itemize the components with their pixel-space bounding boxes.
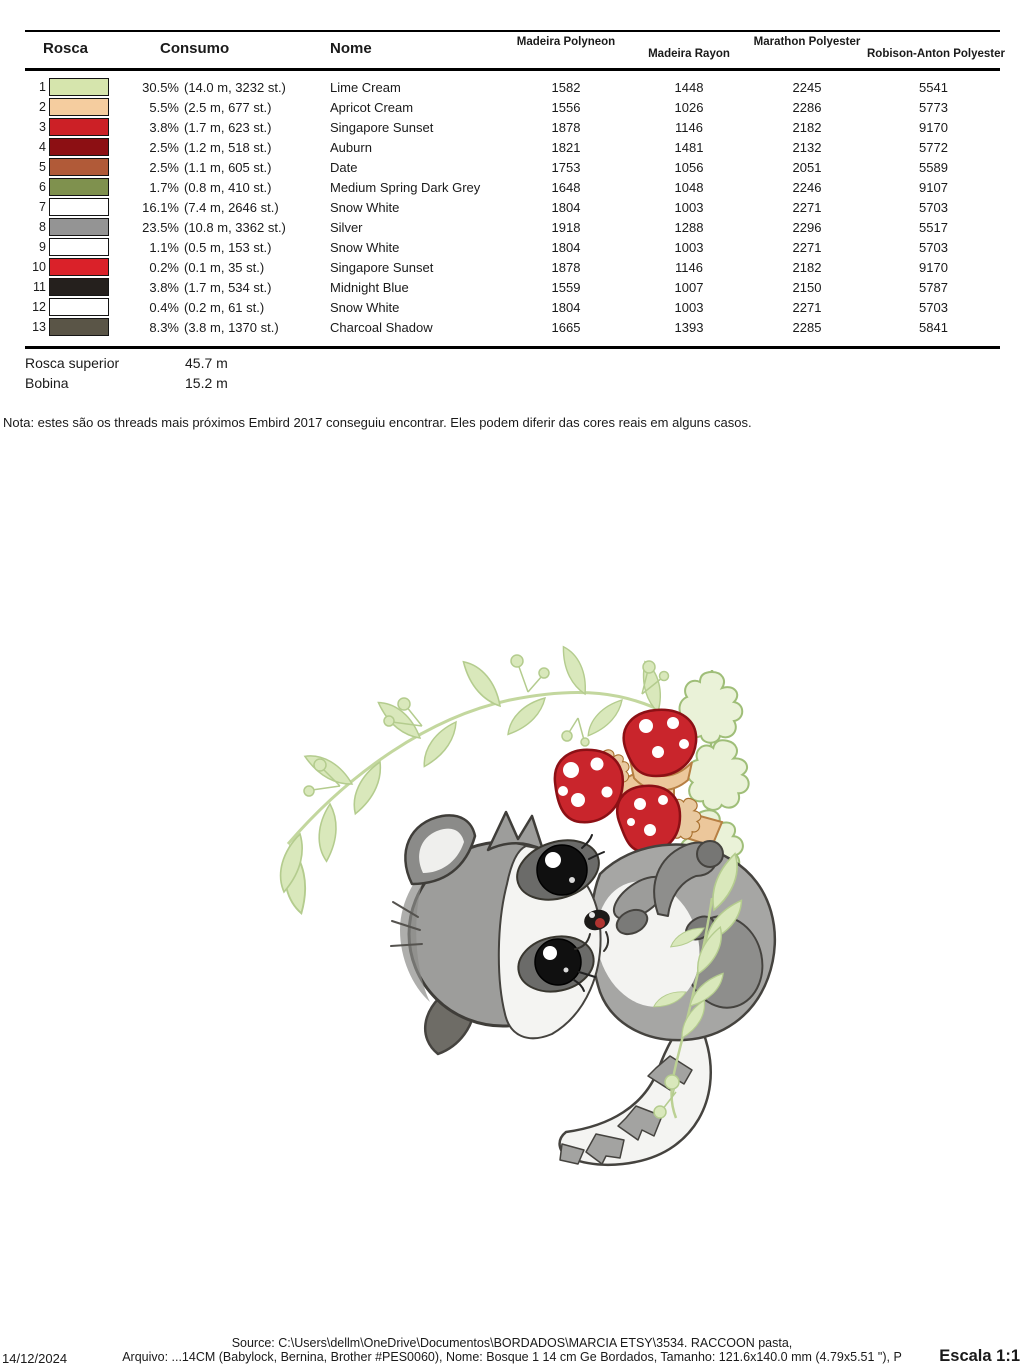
table-row: [25, 197, 1000, 217]
header-madeira-polyneon: Madeira Polyneon: [516, 36, 616, 48]
consumption-detail: (1.1 m, 605 st.): [184, 159, 272, 175]
marathon-code: 2286: [792, 99, 822, 115]
robison-code: 9107: [919, 179, 948, 195]
thread-name: Midnight Blue: [330, 279, 409, 295]
table-row: [25, 97, 1000, 117]
robison-code: 5703: [919, 199, 948, 215]
swatch-cell: [49, 178, 111, 196]
table-row: [25, 77, 1000, 97]
rayon-code: 1003: [674, 239, 704, 255]
thread-color-swatch: [49, 158, 109, 176]
swatch-cell: [49, 198, 111, 216]
swatch-cell: [49, 158, 111, 176]
thread-color-swatch: [49, 138, 109, 156]
robison-code: 5772: [919, 139, 948, 155]
polyneon-code: 1665: [551, 319, 581, 335]
thread-consumption: [111, 160, 326, 175]
thread-consumption: [111, 260, 326, 275]
thread-number: 6: [39, 180, 46, 194]
consumption-pct: 8.3%: [149, 319, 179, 335]
swatch-cell: [49, 138, 111, 156]
thread-color-swatch: [49, 78, 109, 96]
swatch-cell: [49, 218, 111, 236]
rayon-code: 1048: [674, 179, 704, 195]
consumption-detail: (0.8 m, 410 st.): [184, 179, 272, 195]
consumption-detail: (10.8 m, 3362 st.): [184, 219, 286, 235]
thread-name: Snow White: [330, 199, 400, 215]
rayon-code: 1146: [675, 259, 703, 275]
consumption-detail: (0.5 m, 153 st.): [184, 239, 272, 255]
thread-consumption: [111, 300, 326, 315]
header-madeira-rayon: Madeira Rayon: [648, 48, 730, 60]
thread-consumption: [111, 240, 326, 255]
header-robison-anton-polyester: Robison-Anton Polyester: [867, 48, 1006, 60]
thread-consumption: [111, 140, 326, 155]
consumption-pct: 16.1%: [142, 199, 179, 215]
thread-name: Charcoal Shadow: [330, 319, 433, 335]
table-header: [25, 30, 1006, 71]
consumption-detail: (2.5 m, 677 st.): [184, 99, 272, 115]
footer-arquivo-line: Arquivo: ...14CM (Babylock, Bernina, Brother #PES0060), Nome: Bosque 1 14 cm Ge Bordados, Tamanho: 121.6x140.0 mm (4.79x5.51 "), P: [122, 1349, 902, 1364]
polyneon-code: 1804: [551, 299, 581, 315]
footer-date: 14/12/2024: [2, 1351, 68, 1366]
thread-color-swatch: [49, 198, 109, 216]
polyneon-code: 1918: [551, 219, 581, 235]
table-row: [25, 117, 1000, 137]
marathon-code: 2245: [792, 79, 822, 95]
consumption-pct: 30.5%: [142, 79, 179, 95]
header-consumo: Consumo: [160, 40, 230, 57]
polyneon-code: 1753: [551, 159, 581, 175]
header-nome: Nome: [330, 40, 372, 57]
rayon-code: 1481: [674, 139, 704, 155]
consumption-pct: 0.4%: [149, 299, 179, 315]
robison-code: 5517: [919, 219, 948, 235]
robison-code: 5703: [919, 239, 948, 255]
thread-color-swatch: [49, 178, 109, 196]
thread-number: 4: [39, 140, 46, 154]
swatch-cell: [49, 318, 111, 336]
polyneon-code: 1804: [551, 239, 581, 255]
consumption-detail: (1.2 m, 518 st.): [184, 139, 272, 155]
table-row: [25, 177, 1000, 197]
thread-name: Medium Spring Dark Grey: [330, 179, 481, 195]
upper-thread-row: [25, 353, 228, 373]
table-row: [25, 157, 1000, 177]
thread-color-swatch: [49, 278, 109, 296]
marathon-code: 2182: [792, 259, 822, 275]
swatch-cell: [49, 118, 111, 136]
thread-name: Silver: [330, 219, 363, 235]
thread-name: Snow White: [330, 299, 400, 315]
robison-code: 5787: [919, 279, 948, 295]
thread-name: Snow White: [330, 239, 400, 255]
thread-color-table: [25, 30, 1006, 349]
upper-thread-value: 45.7 m: [185, 355, 228, 371]
rayon-code: 1448: [674, 79, 704, 95]
thread-name: Apricot Cream: [330, 99, 414, 115]
polyneon-code: 1556: [551, 99, 581, 115]
footer-scale-label: Escala 1:1: [939, 1347, 1020, 1365]
consumption-pct: 5.5%: [149, 99, 179, 115]
robison-code: 9170: [919, 119, 948, 135]
thread-color-swatch: [49, 118, 109, 136]
consumption-pct: 1.7%: [149, 179, 179, 195]
swatch-cell: [49, 98, 111, 116]
thread-number: 8: [39, 220, 46, 234]
rayon-code: 1003: [674, 299, 704, 315]
consumption-pct: 0.2%: [149, 259, 179, 275]
swatch-cell: [49, 238, 111, 256]
marathon-code: 2285: [792, 319, 822, 335]
swatch-cell: [49, 78, 111, 96]
table-row: [25, 237, 1000, 257]
thread-number: 11: [33, 280, 46, 294]
consumption-detail: (1.7 m, 534 st.): [184, 279, 272, 295]
marathon-code: 2296: [792, 219, 822, 235]
rayon-code: 1288: [674, 219, 704, 235]
marathon-code: 2150: [792, 279, 822, 295]
upper-thread-label: Rosca superior: [25, 355, 120, 371]
thread-number: 1: [39, 80, 46, 94]
bobbin-value: 15.2 m: [185, 375, 228, 391]
thread-consumption: [111, 180, 326, 195]
table-body: [25, 71, 1000, 349]
thread-number: 9: [39, 240, 46, 254]
robison-code: 9170: [919, 259, 948, 275]
rayon-code: 1056: [674, 159, 704, 175]
thread-color-swatch: [49, 98, 109, 116]
embroidery-design-preview: [260, 612, 780, 1172]
consumption-pct: 2.5%: [149, 159, 179, 175]
rayon-code: 1393: [674, 319, 704, 335]
raccoon-tuft: [488, 812, 543, 850]
swatch-cell: [49, 258, 111, 276]
robison-code: 5541: [919, 79, 948, 95]
consumption-detail: (0.2 m, 61 st.): [184, 299, 265, 315]
consumption-pct: 2.5%: [149, 139, 179, 155]
table-row: [25, 277, 1000, 297]
consumption-detail: (7.4 m, 2646 st.): [184, 199, 279, 215]
thread-color-swatch: [49, 318, 109, 336]
polyneon-code: 1582: [551, 79, 581, 95]
thread-color-swatch: [49, 218, 109, 236]
marathon-code: 2246: [792, 179, 822, 195]
marathon-code: 2182: [792, 119, 822, 135]
thread-name: Date: [330, 159, 358, 175]
consumption-pct: 1.1%: [149, 239, 179, 255]
thread-name: Singapore Sunset: [330, 119, 434, 135]
rayon-code: 1026: [674, 99, 704, 115]
marathon-code: 2271: [792, 239, 822, 255]
thread-number: 3: [39, 120, 46, 134]
table-row: [25, 217, 1000, 237]
header-marathon-polyester: Marathon Polyester: [753, 36, 861, 48]
thread-color-swatch: [49, 298, 109, 316]
thread-name: Singapore Sunset: [330, 259, 434, 275]
footer-file-info: [0, 1337, 1024, 1364]
swatch-cell: [49, 278, 111, 296]
consumption-detail: (1.7 m, 623 st.): [184, 119, 272, 135]
thread-name: Lime Cream: [330, 79, 401, 95]
thread-note: Nota: estes são os threads mais próximos Embird 2017 conseguiu encontrar. Eles podem diferir das cores reais em alguns casos.: [3, 415, 752, 430]
rayon-code: 1146: [675, 119, 703, 135]
thread-consumption: [111, 320, 326, 335]
rayon-code: 1003: [674, 199, 704, 215]
bobbin-row: [25, 373, 228, 393]
polyneon-code: 1821: [551, 139, 581, 155]
robison-code: 5589: [919, 159, 948, 175]
thread-consumption: [111, 100, 326, 115]
table-row: [25, 297, 1000, 317]
thread-color-swatch: [49, 258, 109, 276]
thread-color-swatch: [49, 238, 109, 256]
marathon-code: 2132: [792, 139, 822, 155]
consumption-pct: 3.8%: [149, 119, 179, 135]
consumption-detail: (3.8 m, 1370 st.): [184, 319, 279, 335]
rayon-code: 1007: [674, 279, 704, 295]
robison-code: 5841: [919, 319, 948, 335]
raccoon-paw: [697, 841, 723, 867]
thread-number: 12: [32, 300, 46, 314]
robison-code: 5773: [919, 99, 948, 115]
table-row: [25, 317, 1000, 337]
thread-number: 5: [39, 160, 46, 174]
thread-consumption: [111, 220, 326, 235]
thread-number: 7: [39, 200, 46, 214]
bobbin-label: Bobina: [25, 375, 69, 391]
thread-number: 13: [32, 320, 46, 334]
consumption-pct: 3.8%: [149, 279, 179, 295]
polyneon-code: 1878: [551, 119, 581, 135]
header-rosca: Rosca: [43, 40, 89, 57]
thread-number: 2: [39, 100, 46, 114]
thread-consumption: [111, 280, 326, 295]
marathon-code: 2051: [792, 159, 822, 175]
polyneon-code: 1559: [551, 279, 581, 295]
thread-consumption: [111, 200, 326, 215]
thread-consumption: [111, 120, 326, 135]
footer-source-line: Source: C:\Users\dellm\OneDrive\Documentos\BORDADOS\MARCIA ETSY\3534. RACCOON pasta,: [231, 1336, 793, 1350]
thread-summary: [25, 353, 228, 393]
swatch-cell: [49, 298, 111, 316]
marathon-code: 2271: [792, 199, 822, 215]
marathon-code: 2271: [792, 299, 822, 315]
polyneon-code: 1648: [551, 179, 581, 195]
table-row: [25, 137, 1000, 157]
thread-consumption: [111, 80, 326, 95]
table-row: [25, 257, 1000, 277]
consumption-pct: 23.5%: [142, 219, 179, 235]
thread-name: Auburn: [330, 139, 372, 155]
consumption-detail: (0.1 m, 35 st.): [184, 259, 265, 275]
polyneon-code: 1878: [551, 259, 581, 275]
consumption-detail: (14.0 m, 3232 st.): [184, 79, 286, 95]
thread-number: 10: [32, 260, 46, 274]
robison-code: 5703: [919, 299, 948, 315]
polyneon-code: 1804: [551, 199, 581, 215]
